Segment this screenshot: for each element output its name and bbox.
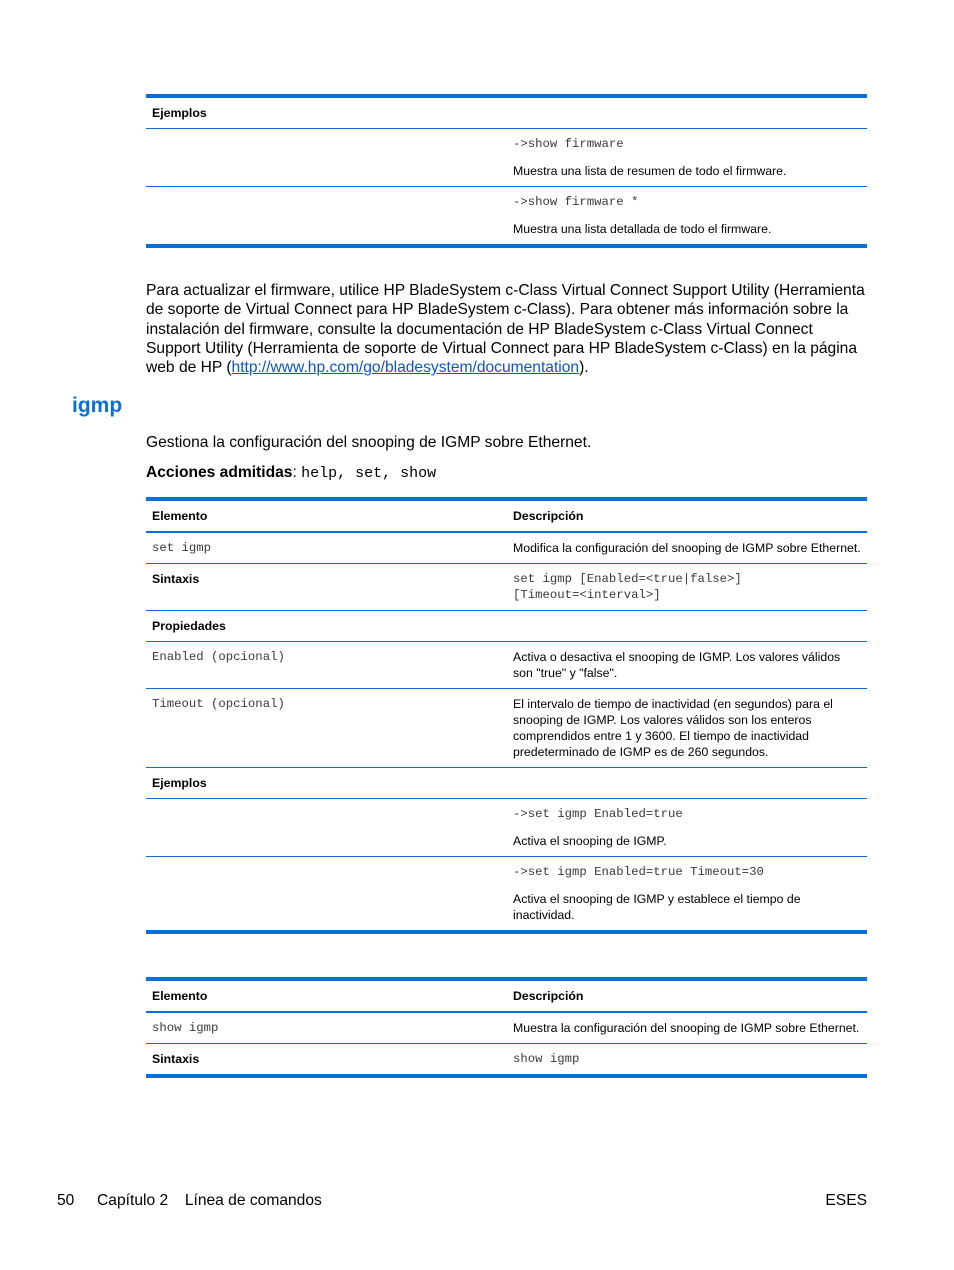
example-row xyxy=(146,799,867,857)
property-description: El intervalo de tiempo de inactividad (en segundos) para el snooping de IGMP. Los valores válidos son los enteros comprendidos entre 1 y 3600. El tiempo de inactividad predeterminado de IGMP es de 260 segundos. xyxy=(513,697,833,759)
example-description: Muestra una lista detallada de todo el firmware. xyxy=(513,222,772,236)
example-description: Activa el snooping de IGMP. xyxy=(513,834,667,848)
examples-label: Ejemplos xyxy=(152,776,207,790)
example-row xyxy=(146,187,867,244)
section-title: igmp xyxy=(72,394,123,417)
example-code: ->set igmp Enabled=true xyxy=(513,807,683,821)
column-header-description: Descripción xyxy=(513,509,584,523)
column-header-element: Elemento xyxy=(152,989,208,1003)
property-name: Timeout (opcional) xyxy=(152,697,285,711)
property-row xyxy=(146,642,867,689)
table-header-row xyxy=(146,501,867,533)
property-row xyxy=(146,689,867,768)
example-code: ->show firmware xyxy=(513,137,624,151)
table-header-row xyxy=(146,981,867,1013)
example-description: Activa el snooping de IGMP y establece el tiempo de inactividad. xyxy=(513,892,801,922)
column-header-element: Elemento xyxy=(152,509,208,523)
page-footer-left xyxy=(57,1192,322,1210)
table-bottom-rule xyxy=(146,930,867,934)
firmware-update-paragraph: Para actualizar el firmware, utilice HP BladeSystem c-Class Virtual Connect Support Utility (Herramienta de soporte de Virtual Connect para HP BladeSystem c-Class). Para obtener más información sobre la instalación del firmware, consulte la documentación de HP BladeSystem c-Class Virtual Connect Support Utility (Herramienta de soporte de Virtual Connect para HP BladeSystem c-Class) en la página web de HP (http://www.hp.com/go/bladesystem/documentation). xyxy=(146,282,865,377)
chapter-title: Línea de comandos xyxy=(184,1192,322,1209)
chapter-number: Capítulo 2 xyxy=(97,1192,169,1209)
table-bottom-rule xyxy=(146,1074,867,1078)
example-description: Muestra una lista de resumen de todo el firmware. xyxy=(513,164,787,178)
property-name: Enabled (opcional) xyxy=(152,650,285,664)
show-igmp-table xyxy=(146,977,867,1078)
syntax-label: Sintaxis xyxy=(152,572,200,586)
syntax-row xyxy=(146,1044,867,1074)
command-description: Muestra la configuración del snooping de IGMP sobre Ethernet. xyxy=(513,1021,860,1035)
example-code: ->set igmp Enabled=true Timeout=30 xyxy=(513,865,764,879)
page-number: 50 xyxy=(57,1192,75,1209)
supported-actions-label: Acciones admitidas xyxy=(146,464,293,481)
examples-header: Ejemplos xyxy=(152,106,207,120)
supported-actions: Acciones admitidas: help, set, show xyxy=(146,464,437,482)
properties-header-row xyxy=(146,611,867,642)
examples-table-firmware xyxy=(146,94,867,248)
table-header-row xyxy=(146,98,867,129)
syntax-label: Sintaxis xyxy=(152,1052,200,1066)
examples-header-row xyxy=(146,768,867,799)
command-row xyxy=(146,1013,867,1044)
table-bottom-rule xyxy=(146,244,867,248)
set-igmp-table xyxy=(146,497,867,934)
documentation-link[interactable]: http://www.hp.com/go/bladesystem/documentation xyxy=(231,359,580,377)
page-footer-right: ESES xyxy=(825,1192,867,1209)
column-header-description: Descripción xyxy=(513,989,584,1003)
properties-label: Propiedades xyxy=(152,619,226,633)
command-name: show igmp xyxy=(152,1021,219,1035)
command-name: set igmp xyxy=(152,541,212,555)
supported-actions-value: help, set, show xyxy=(301,465,437,482)
example-row xyxy=(146,129,867,187)
example-row xyxy=(146,857,867,930)
syntax-value: set igmp [Enabled=<true|false>] [Timeout=<interval>] xyxy=(513,572,742,602)
syntax-value: show igmp xyxy=(513,1052,580,1066)
example-code: ->show firmware * xyxy=(513,195,639,209)
command-row xyxy=(146,533,867,564)
section-description: Gestiona la configuración del snooping de IGMP sobre Ethernet. xyxy=(146,434,592,451)
syntax-row xyxy=(146,564,867,611)
command-description: Modifica la configuración del snooping de IGMP sobre Ethernet. xyxy=(513,541,861,555)
property-description: Activa o desactiva el snooping de IGMP. Los valores válidos son "true" y "false". xyxy=(513,650,841,680)
